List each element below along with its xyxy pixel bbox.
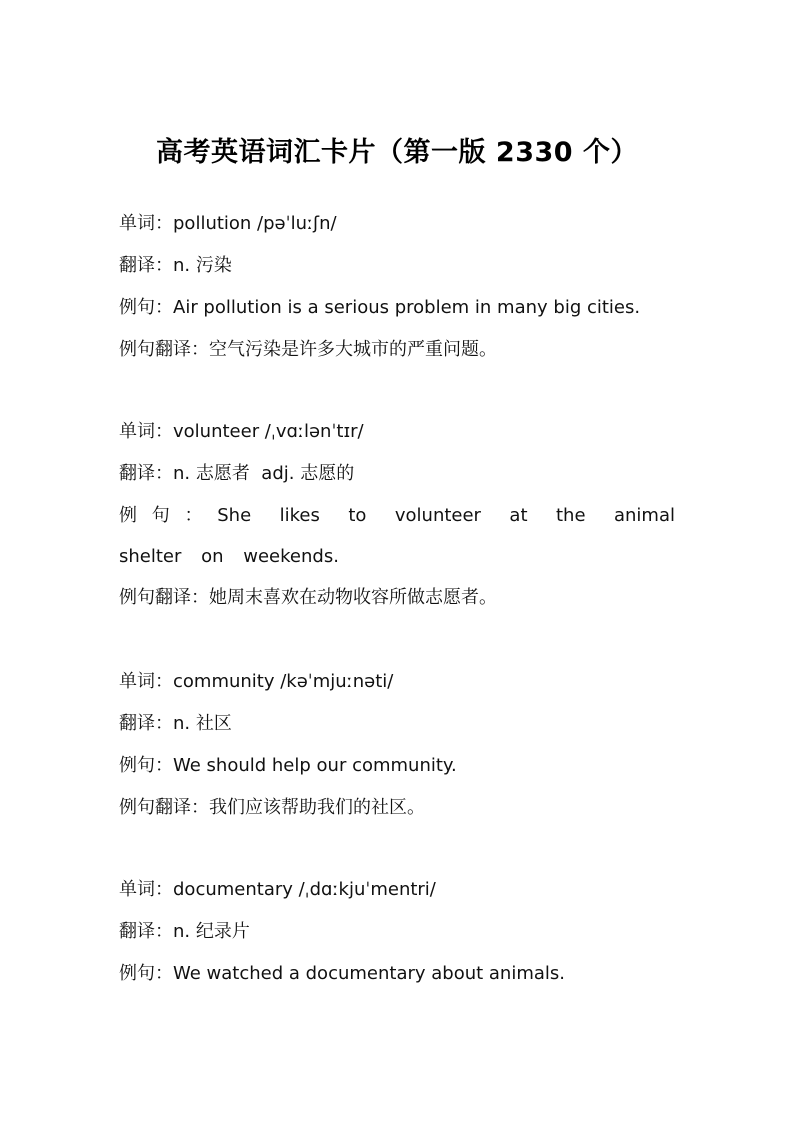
- page-title: 高考英语词汇卡片（第一版 2330 个）: [156, 137, 638, 168]
- example-label: 例句：: [119, 963, 173, 984]
- example-line: [119, 495, 675, 577]
- example-translation-text: 空气污染是许多大城市的严重问题。: [209, 339, 497, 360]
- example-translation-text: 她周末喜欢在动物收容所做志愿者。: [209, 587, 497, 608]
- example-label: 例句：: [119, 755, 173, 776]
- translation-text: n. 志愿者 adj. 志愿的: [173, 463, 355, 484]
- word-label: 单词：: [119, 879, 173, 900]
- vocab-card: [119, 661, 675, 829]
- example-translation-label: 例句翻译：: [119, 587, 209, 608]
- translation-line: [119, 911, 675, 953]
- example-translation-label: 例句翻译：: [119, 797, 209, 818]
- translation-text: n. 纪录片: [173, 921, 250, 942]
- translation-text: n. 污染: [173, 255, 232, 276]
- example-translation-label: 例句翻译：: [119, 339, 209, 360]
- word-text: volunteer /ˌvɑːlənˈtɪr/: [173, 421, 364, 442]
- word-text: community /kəˈmjuːnəti/: [173, 671, 394, 692]
- word-line: [119, 869, 675, 911]
- vocab-card: [119, 203, 675, 371]
- word-label: 单词：: [119, 213, 173, 234]
- translation-line: [119, 453, 675, 495]
- translation-label: 翻译：: [119, 255, 173, 276]
- translation-label: 翻译：: [119, 713, 173, 734]
- example-text: We should help our community.: [173, 755, 457, 776]
- word-line: [119, 203, 675, 245]
- word-label: 单词：: [119, 421, 173, 442]
- word-text: pollution /pəˈluːʃn/: [173, 213, 337, 234]
- word-text: documentary /ˌdɑːkjuˈmentri/: [173, 879, 436, 900]
- translation-label: 翻译：: [119, 921, 173, 942]
- word-label: 单词：: [119, 671, 173, 692]
- translation-line: [119, 703, 675, 745]
- example-translation-line: [119, 329, 675, 371]
- example-translation-text: 我们应该帮助我们的社区。: [209, 797, 425, 818]
- word-line: [119, 411, 675, 453]
- example-text: Air pollution is a serious problem in many big cities.: [173, 297, 641, 318]
- word-line: [119, 661, 675, 703]
- example-translation-line: [119, 787, 675, 829]
- example-text: We watched a documentary about animals.: [173, 963, 566, 984]
- translation-label: 翻译：: [119, 463, 173, 484]
- example-line: [119, 745, 675, 787]
- translation-line: [119, 245, 675, 287]
- translation-text: n. 社区: [173, 713, 232, 734]
- example-line: [119, 287, 675, 329]
- vocab-card: [119, 411, 675, 619]
- example-translation-line: [119, 577, 675, 619]
- example-text: She likes to volunteer at the animal shelter on weekends.: [119, 505, 675, 567]
- example-label: 例句：: [119, 505, 218, 526]
- example-label: 例句：: [119, 297, 173, 318]
- vocab-card: [119, 869, 675, 995]
- example-line: [119, 953, 675, 995]
